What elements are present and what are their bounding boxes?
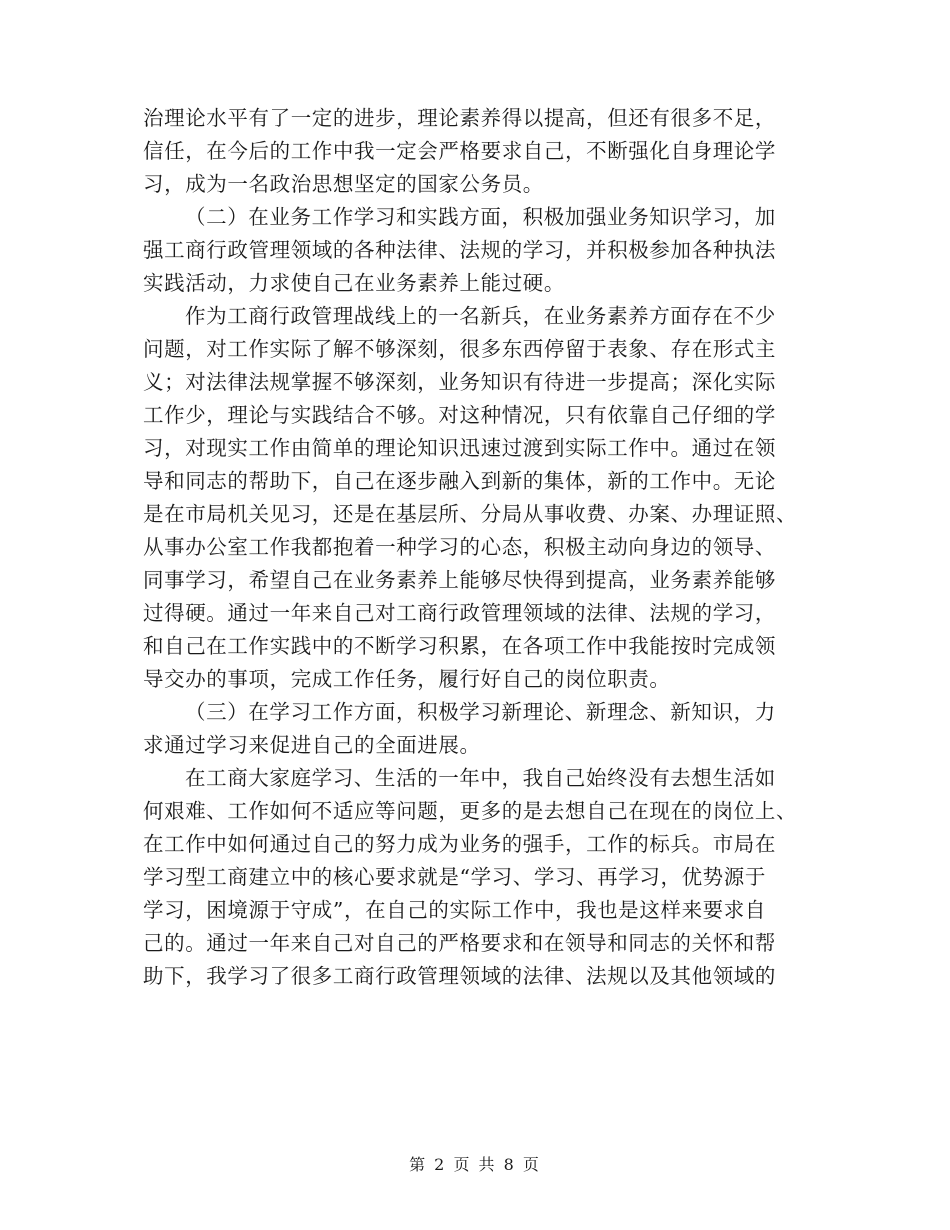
text-line: 和自己在工作实践中的不断学习积累，在各项工作中我能按时完成领 <box>143 634 776 658</box>
text-line: 是在市局机关见习，还是在基层所、分局从事收费、办案、办理证照、 <box>143 502 798 526</box>
text-line: 何艰难、工作如何不适应等问题，更多的是去想自己在现在的岗位上、 <box>143 799 798 823</box>
text-line: 导交办的事项，完成工作任务，履行好自己的岗位职责。 <box>143 667 671 691</box>
text-line: 强工商行政管理领域的各种法律、法规的学习，并积极参加各种执法 <box>143 238 776 262</box>
text-line: 工作少，理论与实践结合不够。对这种情况，只有依靠自己仔细的学 <box>143 403 776 427</box>
text-line: 作为工商行政管理战线上的一名新兵，在业务素养方面存在不少 <box>185 304 776 328</box>
text-line: 习，对现实工作由简单的理论知识迅速过渡到实际工作中。通过在领 <box>143 436 776 460</box>
text-line: 义；对法律法规掌握不够深刻，业务知识有待进一步提高；深化实际 <box>143 370 776 394</box>
page-footer: 第 2 页 共 8 页 <box>409 1155 541 1174</box>
text-line: 实践活动，力求使自己在业务素养上能过硬。 <box>143 271 565 295</box>
text-line: 问题，对工作实际了解不够深刻，很多东西停留于表象、存在形式主 <box>143 337 776 361</box>
text-line: 求通过学习来促进自己的全面进展。 <box>143 733 481 757</box>
text-line: 治理论水平有了一定的进步，理论素养得以提高，但还有很多不足， <box>143 106 776 130</box>
text-line: 导和同志的帮助下，自己在逐步融入到新的集体，新的工作中。无论 <box>143 469 776 493</box>
text-line: （二）在业务工作学习和实践方面，积极加强业务知识学习，加 <box>185 205 776 229</box>
text-line: 在工商大家庭学习、生活的一年中，我自己始终没有去想生活如 <box>185 766 776 790</box>
text-line: 从事办公室工作我都抱着一种学习的心态，积极主动向身边的领导、 <box>143 535 776 559</box>
body-text <box>143 102 803 993</box>
text-line: 在工作中如何通过自己的努力成为业务的强手，工作的标兵。市局在 <box>143 832 776 856</box>
text-line: 学习型工商建立中的核心要求就是“学习、学习、再学习，优势源于 <box>143 865 766 889</box>
text-line: 己的。通过一年来自己对自己的严格要求和在领导和同志的关怀和帮 <box>143 931 776 955</box>
text-line: 学习，困境源于守成”，在自己的实际工作中，我也是这样来要求自 <box>143 898 766 922</box>
text-line: 助下，我学习了很多工商行政管理领域的法律、法规以及其他领域的 <box>143 964 776 988</box>
text-line: （三）在学习工作方面，积极学习新理论、新理念、新知识，力 <box>185 700 776 724</box>
text-line: 信任，在今后的工作中我一定会严格要求自己，不断强化自身理论学 <box>143 139 776 163</box>
text-line: 习，成为一名政治思想坚定的国家公务员。 <box>143 172 544 196</box>
text-line: 同事学习，希望自己在业务素养上能够尽快得到提高，业务素养能够 <box>143 568 776 592</box>
text-line: 过得硬。通过一年来自己对工商行政管理领域的法律、法规的学习， <box>143 601 776 625</box>
